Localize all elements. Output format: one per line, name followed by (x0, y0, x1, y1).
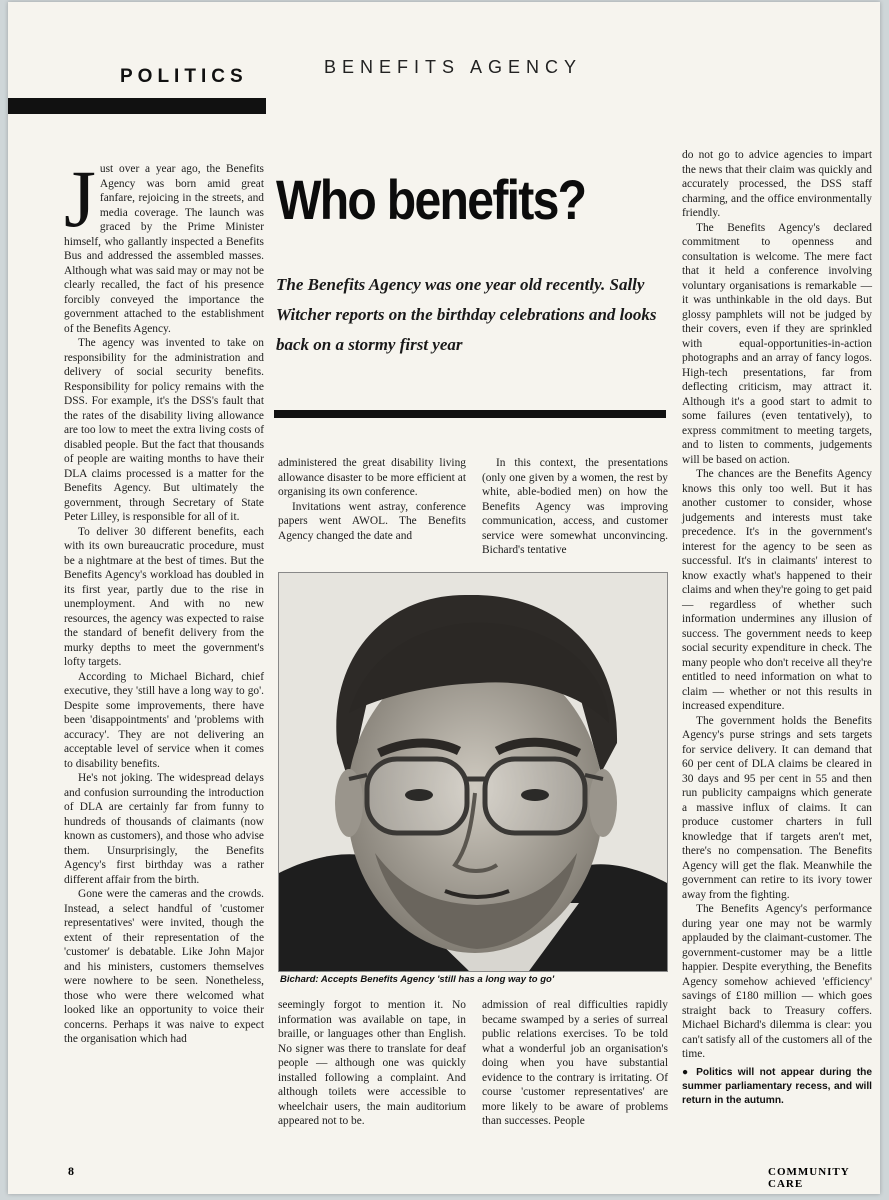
standfirst-rule (274, 410, 666, 418)
magazine-page (8, 2, 880, 1194)
column-1 (64, 153, 264, 1047)
paragraph: The chances are the Benefits Agency knows this only too well. But it has another customer to consider, whose judgements and interests must take precedence. It's in the government's interest for the agency to be seen as successful. It's in claimants' interest to know exactly what's happened to their claims and when they're going to get paid — regardless of whether such information undermines any illusion of success. The government needs to keep social security expenditure in check. The many people who don't receive all they're entitled to need information on what to claim — whether or not this results in increased expenditure. (682, 468, 872, 712)
paragraph: The government holds the Benefits Agency's purse strings and sets targets for service delivery. It can demand that 60 per cent of DLA claims be cleared in 30 days and 95 per cent in 55 and then run publicity campaigns which generate a massive influx of claims. It can produce customer charters in full knowledge that if targets aren't met, there's no compensation. The Benefits Agency will get the flak. Meanwhile the government can retire to its ivory tower away from the fighting. (682, 714, 872, 901)
header-rule (8, 98, 266, 114)
paragraph: The agency was invented to take on responsibility for the administration and delivery of social security benefits. Responsibility for policy remains with the DSS. For example, it's the DSS's fault that the rates of the disability living allowance are too low to meet the extra living costs of disabled people. But the fact that thousands of people are waiting months to have their DLA claims processed is a matter for the Benefits Agency. But ultimately the government, through Secretary of State Peter Lilley, is responsible for all of it. (64, 337, 264, 523)
column-3-bottom (482, 998, 668, 1129)
paragraph: admission of real difficulties rapidly became swamped by a series of surreal public relations exercises. To be told what a wonderful job an organisation's doing when you have substantial evidence to the contrary is irritating. Of course 'customer representatives' are more likely to be aware of problems than successes. People (482, 999, 668, 1127)
page-number: 8 (68, 1164, 74, 1178)
headline: Who benefits? (276, 168, 586, 231)
paragraph-intro: Just over a year ago, the Benefits Agency was born amid great fanfare, rejoicing in the streets, and media coverage. The launch was graced by the Prime Minister himself, who gallantly inspected a Benefits Bus and addressed the assembled masses. Although what was said may or may not be clearly recalled, the fact of his presence forcibly conveyed the importance the government attached to the establishment of the Benefits Agency. (64, 153, 264, 335)
section-label: POLITICS (120, 66, 248, 87)
paragraph: The Benefits Agency's declared commitment to openness and consultation is welcome. The mere fact that it held a conference involving voluntary organisations is remarkable — it was unthinkable in the old days. But glossy pamphlets will not be judged by their covers, even if they are sprinkled with equal-opportunities-in-action photographs and an array of fancy logos. High-tech presentations, far from deflecting criticism, may attract it. Although it's a good start to admit to some failures (even tentatively), to express commitment to meeting targets, and to listen to comments, judgements will be based on action. (682, 221, 872, 466)
paragraph: do not go to advice agencies to impart the news that their claim was quickly and accurately processed, the DSS staff charming, and the office environmentally friendly. (682, 149, 872, 219)
paragraph: He's not joking. The widespread delays and confusion surrounding the introduction of DLA are certainly far from funny to hundreds of thousands of claimants (now known as customers), and those who advise them. Unsurprisingly, the Benefits Agency's first birthday was a rather different affair from the birth. (64, 772, 264, 886)
column-2-top (278, 456, 466, 543)
photo-caption: Bichard: Accepts Benefits Agency 'still has a long way to go' (280, 974, 555, 985)
column-4 (682, 148, 872, 1108)
paragraph: Gone were the cameras and the crowds. Instead, a select handful of 'customer representatives' were invited, though the extent of their representation of the 'customer' is debatable. Like John Major and his ministers, customers themselves were nowhere to be seen. Nonetheless, those who were there welcomed what looked like an opportunity to voice their concerns. Perhaps it was naive to expect the organisation which had (64, 888, 264, 1045)
drop-cap: J (64, 153, 96, 244)
portrait-photo (278, 572, 668, 972)
portrait-illustration (279, 573, 667, 971)
magazine-name: COMMUNITY CARE (768, 1166, 850, 1190)
subsection-label: BENEFITS AGENCY (324, 57, 583, 77)
paragraph: In this context, the presentations (only one given by a women, the rest by white, able-bodied men) on how the Benefits Agency was improving communication, access, and customer service were somewhat unconvincing. Bichard's tentative (482, 457, 668, 556)
bullet-icon: ● (682, 1066, 691, 1078)
paragraph: administered the great disability living allowance disaster to be more efficient at organising its own conference. (278, 457, 466, 498)
paragraph: To deliver 30 different benefits, each with its own bureaucratic procedure, must be a nightmare at the best of times. But the Benefits Agency's workload has doubled in its first year, partly due to the rise in unemployment. And with no new resources, the agency was expected to raise the standard of benefit delivery from the murky depths to meet the government's lofty targets. (64, 525, 264, 668)
paragraph: The Benefits Agency's performance during year one may not be warmly applauded by the claimant-customer. The government-customer may be a little happier. Despite everything, the Benefits Agency somehow achieved 'efficiency' savings of £180 million — which goes straight back to Treasury coffers. Michael Bichard's dilemma is clear: you can't satisfy all of the customers all of the time. (682, 903, 872, 1060)
paragraph: seemingly forgot to mention it. No information was available on tape, in braille, or languages other than English. No signer was there to translate for deaf people — although one was quickly installed following a complaint. And although toilets were accessible to wheelchair users, the main auditorium appeared not to be. (278, 999, 466, 1127)
paragraph: According to Michael Bichard, chief executive, they 'still have a long way to go'. Despite some improvements, there have been 'disappointments' and 'problems with accuracy'. They are not delivering an acceptable level of service when it comes to disability benefits. (64, 670, 264, 770)
standfirst: The Benefits Agency was one year old recently. Sally Witcher reports on the birthday celebrations and looks back on a stormy first year (276, 275, 657, 354)
column-3-top (482, 456, 668, 558)
paragraph: Invitations went astray, conference papers went AWOL. The Benefits Agency changed the date and (278, 500, 466, 542)
recess-note: ● Politics will not appear during the summer parliamentary recess, and will return in the autumn. (682, 1066, 873, 1106)
column-2-bottom (278, 998, 466, 1129)
